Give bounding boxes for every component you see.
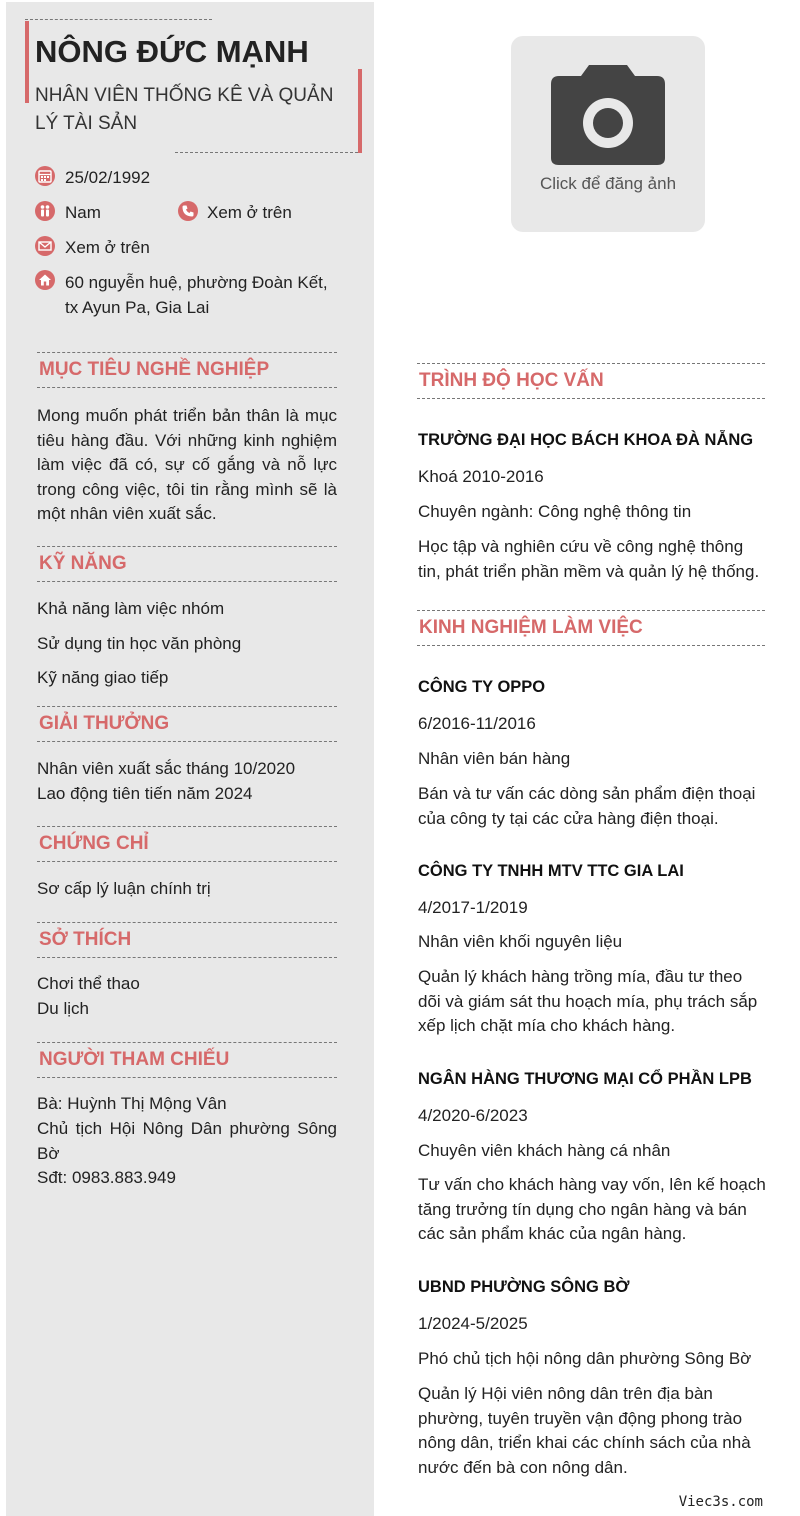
birthday: 25/02/1992: [65, 168, 151, 187]
calendar-icon: [35, 166, 55, 186]
section-title: CHỨNG CHỈ: [39, 833, 149, 854]
education-description: Học tập và nghiên cứu về công nghệ thông tin, phát triển phần mềm và quản lý hệ thống.: [418, 537, 760, 581]
section-title: TRÌNH ĐỘ HỌC VẤN: [419, 370, 604, 391]
gender: Nam: [65, 203, 101, 222]
job-company: NGÂN HÀNG THƯƠNG MẠI CỔ PHẦN LPB: [418, 1070, 752, 1088]
phone-icon: [178, 201, 198, 221]
section-title: MỤC TIÊU NGHỀ NGHIỆP: [39, 359, 270, 380]
name-block: [25, 19, 362, 153]
email[interactable]: Xem ở trên: [65, 238, 150, 257]
section-objective-heading: [37, 352, 337, 388]
job-period: 4/2017-1/2019: [418, 898, 528, 917]
job-position: Chuyên viên khách hàng cá nhân: [418, 1141, 671, 1160]
job-title: NHÂN VIÊN THỐNG KÊ VÀ QUẢN LÝ TÀI SẢN: [35, 85, 334, 134]
job-position: Phó chủ tịch hội nông dân phường Sông Bờ: [418, 1349, 752, 1368]
job-company: CÔNG TY OPPO: [418, 678, 546, 696]
section-title: KỸ NĂNG: [39, 553, 127, 574]
full-name: NÔNG ĐỨC MẠNH: [35, 34, 309, 69]
job-company: UBND PHƯỜNG SÔNG BỜ: [418, 1278, 630, 1296]
reference-position: Chủ tịch Hội Nông Dân phường Sông Bờ: [37, 1119, 337, 1163]
section-title: NGƯỜI THAM CHIẾU: [39, 1049, 230, 1070]
gender-icon: [35, 201, 55, 221]
section-references-heading: [37, 1042, 337, 1078]
job-period: 4/2020-6/2023: [418, 1106, 528, 1125]
phone[interactable]: Xem ở trên: [207, 203, 292, 222]
address: 60 nguyễn huệ, phường Đoàn Kết, tx Ayun Pa, Gia Lai: [65, 273, 328, 317]
home-icon: [35, 270, 55, 290]
section-education-heading: [417, 363, 765, 399]
objective-text: Mong muốn phát triển bản thân là mục tiêu hàng đầu. Với những kinh nghiệm làm việc đã có, sự cố gắng và nỗ lực trong công việc, tôi tin rằng mình sẽ là một nhân viên xuất sắc.: [37, 406, 337, 524]
certificate-item: Sơ cấp lý luận chính trị: [37, 879, 211, 898]
reference-phone: Sđt: 0983.883.949: [37, 1168, 176, 1187]
section-hobbies-heading: [37, 922, 337, 958]
job-position: Nhân viên bán hàng: [418, 749, 571, 768]
job-position: Nhân viên khối nguyên liệu: [418, 932, 623, 951]
education-period: Khoá 2010-2016: [418, 467, 544, 486]
award-item: Lao động tiên tiến năm 2024: [37, 784, 253, 803]
section-title: KINH NGHIỆM LÀM VIỆC: [419, 617, 643, 638]
footer-brand: Viec3s.com: [678, 1494, 763, 1510]
email-icon: [35, 236, 55, 256]
section-skills-heading: [37, 546, 337, 582]
divider: [25, 19, 212, 20]
job-description: Quản lý khách hàng trồng mía, đầu tư theo dõi và giám sát thu hoạch mía, phụ trách sắp xếp lịch chặt mía cho khách hàng.: [418, 967, 758, 1036]
award-item: Nhân viên xuất sắc tháng 10/2020: [37, 759, 296, 778]
camera-icon: [549, 64, 667, 166]
job-period: 6/2016-11/2016: [418, 714, 536, 733]
job-description: Quản lý Hội viên nông dân trên địa bàn phường, tuyên truyền vận động phong trào nông dân, triển khai các chính sách của nhà nước đến bà con nông dân.: [418, 1384, 751, 1477]
job-description: Bán và tư vấn các dòng sản phẩm điện thoại của công ty tại các cửa hàng điện thoại.: [418, 784, 756, 828]
reference-name: Bà: Huỳnh Thị Mộng Vân: [37, 1094, 227, 1113]
section-awards-heading: [37, 706, 337, 742]
section-title: GIẢI THƯỞNG: [39, 713, 170, 734]
skill-item: Khả năng làm việc nhóm: [37, 599, 225, 618]
hobby-item: Du lịch: [37, 999, 89, 1018]
divider: [175, 152, 358, 153]
photo-upload-label: Click để đăng ảnh: [539, 174, 677, 193]
accent-bar: [358, 69, 362, 153]
job-period: 1/2024-5/2025: [418, 1314, 528, 1333]
hobby-item: Chơi thể thao: [37, 974, 140, 993]
photo-upload[interactable]: [511, 36, 705, 232]
job-description: Tư vấn cho khách hàng vay vốn, lên kế hoạch tăng trưởng tín dụng cho ngân hàng và bán các sản phẩm khác của ngân hàng.: [418, 1175, 766, 1244]
section-title: SỞ THÍCH: [39, 929, 132, 950]
job-company: CÔNG TY TNHH MTV TTC GIA LAI: [418, 862, 684, 880]
education-major: Chuyên ngành: Công nghệ thông tin: [418, 502, 692, 521]
accent-bar: [25, 21, 29, 103]
skill-item: Sử dụng tin học văn phòng: [37, 634, 242, 653]
skill-item: Kỹ năng giao tiếp: [37, 668, 169, 687]
section-experience-heading: [417, 610, 765, 646]
school-name: TRƯỜNG ĐẠI HỌC BÁCH KHOA ĐÀ NẴNG: [418, 431, 754, 449]
section-certificates-heading: [37, 826, 337, 862]
